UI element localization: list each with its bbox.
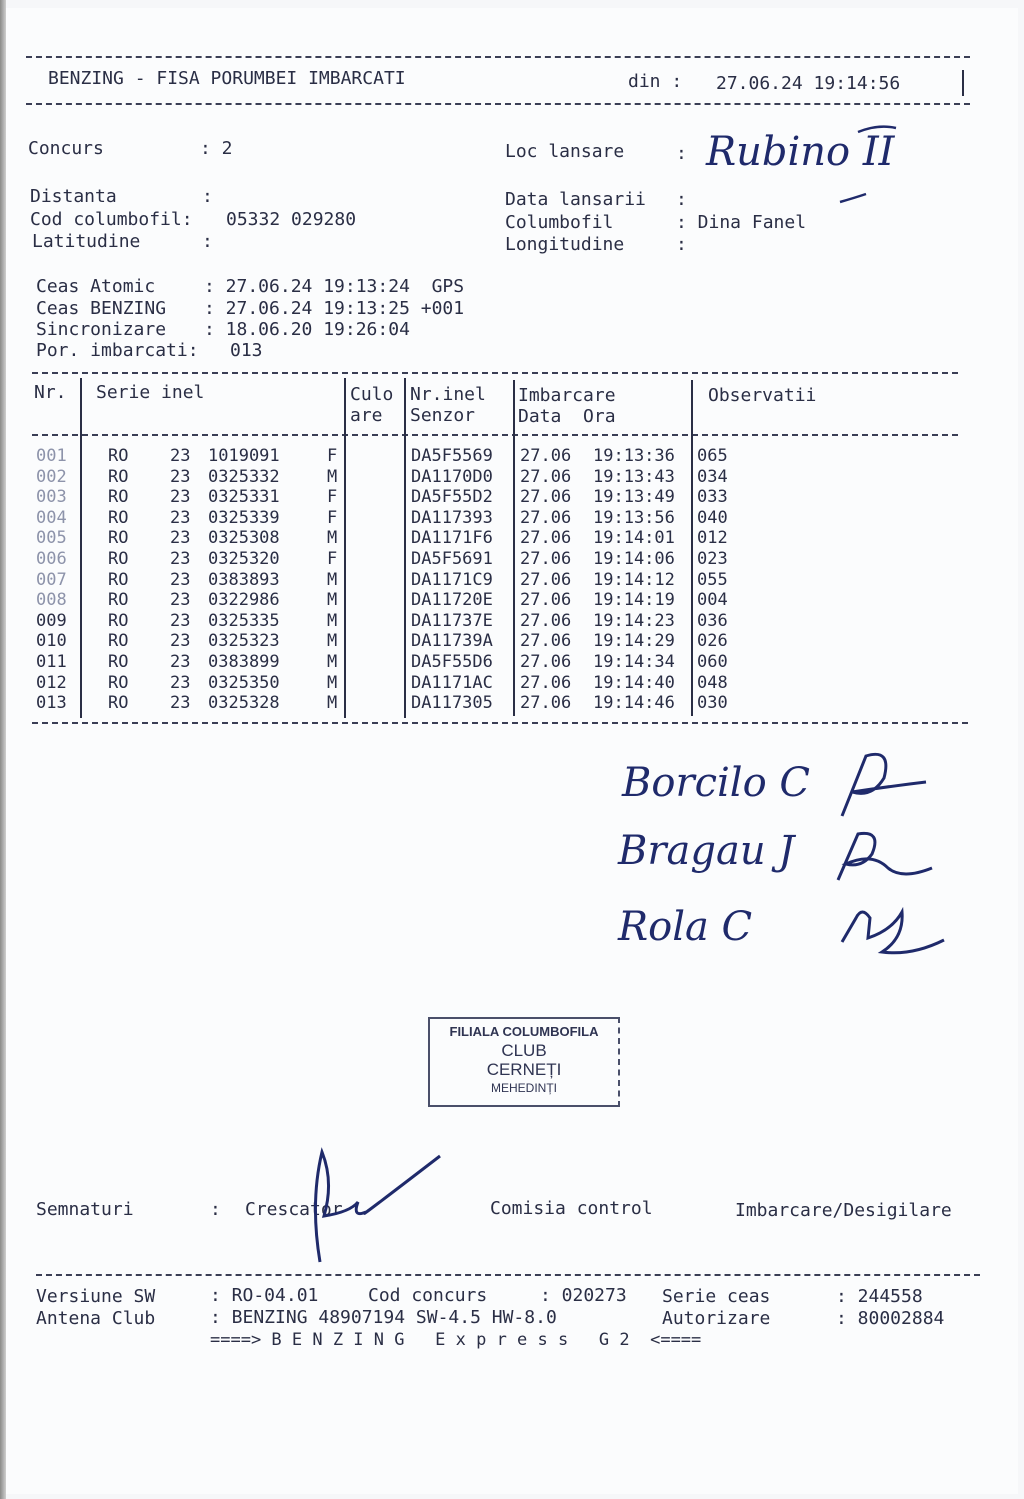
cod-columbofil-label: Cod columbofil:: [30, 209, 193, 230]
row-sensor: DA1170D0: [411, 466, 493, 487]
handwritten-name-2: Bragau J: [618, 828, 795, 874]
loc-lansare-handwritten: Rubino II: [706, 129, 895, 175]
row-sensor: DA1171C9: [411, 569, 493, 590]
row-sensor: DA1171F6: [411, 528, 493, 549]
autorizare-label: Autorizare: [662, 1308, 771, 1329]
row-obs: 034: [697, 466, 728, 487]
row-sex: M: [327, 631, 338, 652]
row-date: 27.06: [520, 569, 572, 590]
row-sex: M: [327, 569, 338, 590]
row-year: 23: [170, 507, 191, 528]
serie-ceas-label: Serie ceas: [662, 1286, 771, 1307]
row-country: RO: [108, 507, 129, 528]
data-lansarii-label: Data lansarii: [505, 189, 646, 210]
row-sensor: DA5F5569: [411, 446, 493, 466]
table-header-separator: [32, 434, 958, 436]
row-time: 19:14:23: [593, 610, 675, 631]
row-country: RO: [108, 610, 129, 631]
row-nr: 012: [36, 672, 67, 693]
row-time: 19:14:29: [593, 631, 675, 652]
crescator-label: Crescator: [245, 1199, 343, 1220]
cod-columbofil-value: 05332 029280: [226, 209, 357, 230]
row-time: 19:14:40: [593, 672, 675, 693]
row-sensor: DA117393: [411, 507, 493, 528]
row-date: 27.06: [520, 652, 572, 672]
row-sensor: DA5F55D6: [411, 652, 493, 672]
data-lansarii-value: :: [676, 189, 687, 210]
handwritten-name-3: Rola C: [618, 904, 753, 950]
row-ring: 0325328: [208, 693, 280, 714]
row-time: 19:13:49: [593, 487, 675, 508]
row-year: 23: [170, 569, 191, 590]
row-nr: 010: [36, 631, 67, 652]
header-nr: Nr.: [34, 382, 67, 403]
row-nr: 008: [36, 590, 67, 611]
table-row: [0, 508, 1000, 528]
row-sex: M: [327, 590, 338, 611]
row-country: RO: [108, 446, 129, 466]
row-ring: 0325331: [208, 487, 280, 508]
row-date: 27.06: [520, 487, 572, 508]
row-year: 23: [170, 672, 191, 693]
antena-club-value: : BENZING 48907194 SW-4.5 HW-8.0: [210, 1307, 557, 1328]
table-row: [0, 467, 1000, 487]
row-nr: 013: [36, 693, 67, 714]
row-sensor: DA5F55D2: [411, 487, 493, 508]
row-time: 19:14:12: [593, 569, 675, 590]
sincronizare-value: : 18.06.20 19:26:04: [204, 319, 410, 340]
header-nrinel-2: Senzor: [410, 405, 476, 426]
row-sensor: DA117305: [411, 693, 493, 714]
table-body: [0, 446, 1000, 716]
stamp-line-1: FILIALA COLUMBOFILA: [449, 1024, 599, 1039]
table-row: [0, 611, 1000, 631]
row-date: 27.06: [520, 446, 572, 466]
ceas-benzing-value: : 27.06.24 19:13:25 +001: [204, 298, 465, 319]
row-sex: M: [327, 693, 338, 714]
loc-lansare-colon: :: [676, 143, 687, 164]
cod-concurs-label: Cod concurs: [368, 1285, 488, 1306]
row-time: 19:13:56: [593, 507, 675, 528]
concurs-value: : 2: [200, 138, 233, 159]
row-ring: 0325332: [208, 466, 280, 487]
serie-ceas-value: : 244558: [836, 1286, 923, 1307]
row-time: 19:14:46: [593, 693, 675, 714]
row-country: RO: [108, 590, 129, 611]
row-ring: 0325323: [208, 631, 280, 652]
table-row: [0, 673, 1000, 693]
row-time: 19:14:01: [593, 528, 675, 549]
row-sex: F: [327, 549, 338, 569]
row-time: 19:13:43: [593, 466, 675, 487]
table-row: [0, 570, 1000, 590]
row-obs: 023: [697, 549, 728, 569]
stamp-line-2: CLUB: [501, 1041, 547, 1060]
longitudine-label: Longitudine: [505, 234, 625, 255]
longitudine-value: :: [676, 234, 687, 255]
row-sex: M: [327, 672, 338, 693]
header-observatii: Observatii: [708, 385, 817, 406]
row-sensor: DA5F5691: [411, 549, 493, 569]
header-serie-inel: Serie inel: [96, 382, 205, 403]
por-imbarcati-label: Por. imbarcati:: [36, 340, 199, 361]
row-obs: 004: [697, 590, 728, 611]
row-year: 23: [170, 466, 191, 487]
row-year: 23: [170, 446, 191, 466]
versiune-label: Versiune SW: [36, 1286, 156, 1307]
row-country: RO: [108, 466, 129, 487]
row-obs: 033: [697, 487, 728, 508]
latitudine-value: :: [202, 231, 213, 252]
row-country: RO: [108, 652, 129, 672]
row-obs: 030: [697, 693, 728, 714]
row-year: 23: [170, 590, 191, 611]
imbarcare-desigilare-label: Imbarcare/Desigilare: [735, 1200, 952, 1221]
crescator-signature: [290, 1142, 450, 1272]
row-date: 27.06: [520, 631, 572, 652]
row-country: RO: [108, 631, 129, 652]
header-top-border: [26, 56, 970, 58]
row-ring: 0325335: [208, 610, 280, 631]
date-value: 27.06.24 19:14:56: [716, 73, 901, 94]
row-ring: 0325339: [208, 507, 280, 528]
row-year: 23: [170, 652, 191, 672]
row-obs: 012: [697, 528, 728, 549]
row-country: RO: [108, 549, 129, 569]
header-bottom-border: [26, 103, 970, 105]
row-ring: 0325308: [208, 528, 280, 549]
row-nr: 002: [36, 466, 67, 487]
row-country: RO: [108, 693, 129, 714]
autorizare-value: : 80002884: [836, 1308, 945, 1329]
row-nr: 001: [36, 446, 67, 466]
row-time: 19:13:36: [593, 446, 675, 466]
row-year: 23: [170, 487, 191, 508]
versiune-value: : RO-04.01: [210, 1285, 319, 1306]
row-obs: 065: [697, 446, 728, 466]
sincronizare-label: Sincronizare: [36, 319, 167, 340]
row-nr: 004: [36, 507, 67, 528]
ceas-atomic-value: : 27.06.24 19:13:24 GPS: [204, 276, 465, 297]
table-row: [0, 631, 1000, 651]
columbofil-label: Columbofil: [505, 212, 614, 233]
comisia-control-label: Comisia control: [490, 1198, 653, 1219]
row-nr: 003: [36, 487, 67, 508]
row-time: 19:14:06: [593, 549, 675, 569]
row-obs: 055: [697, 569, 728, 590]
row-time: 19:14:34: [593, 652, 675, 672]
ceas-benzing-label: Ceas BENZING: [36, 298, 167, 319]
row-obs: 026: [697, 631, 728, 652]
semnaturi-label: Semnaturi: [36, 1199, 134, 1220]
row-sensor: DA1171AC: [411, 672, 493, 693]
row-nr: 007: [36, 569, 67, 590]
row-country: RO: [108, 528, 129, 549]
row-country: RO: [108, 487, 129, 508]
concurs-label: Concurs: [28, 138, 104, 159]
row-obs: 040: [697, 507, 728, 528]
row-nr: 011: [36, 652, 67, 672]
row-sensor: DA11720E: [411, 590, 493, 611]
club-stamp: [428, 1017, 620, 1107]
stamp-line-4: MEHEDINȚI: [491, 1081, 557, 1095]
row-ring: 0383899: [208, 652, 280, 672]
row-time: 19:14:19: [593, 590, 675, 611]
row-date: 27.06: [520, 466, 572, 487]
row-sensor: DA11737E: [411, 610, 493, 631]
row-date: 27.06: [520, 528, 572, 549]
header-culoare-2: are: [350, 405, 383, 426]
table-row: [0, 528, 1000, 548]
loc-lansare-label: Loc lansare: [505, 141, 625, 162]
row-nr: 005: [36, 528, 67, 549]
row-ring: 1019091: [208, 446, 280, 466]
row-ring: 0322986: [208, 590, 280, 611]
row-sex: F: [327, 446, 338, 466]
distanta-label: Distanta: [30, 186, 117, 207]
header-nrinel-1: Nr.inel: [410, 384, 486, 405]
table-row: [0, 652, 1000, 672]
table-row: [0, 487, 1000, 507]
row-sex: F: [327, 507, 338, 528]
row-year: 23: [170, 610, 191, 631]
row-sex: M: [327, 652, 338, 672]
row-ring: 0325350: [208, 672, 280, 693]
benzing-banner: ====> B E N Z I N G E x p r e s s G 2 <====: [210, 1330, 702, 1350]
row-date: 27.06: [520, 549, 572, 569]
row-year: 23: [170, 549, 191, 569]
row-sex: M: [327, 466, 338, 487]
row-obs: 036: [697, 610, 728, 631]
stamp-line-3: CERNEȚI: [486, 1060, 562, 1079]
por-imbarcati-value: 013: [230, 340, 263, 361]
row-country: RO: [108, 672, 129, 693]
semnaturi-colon: :: [210, 1199, 221, 1220]
row-obs: 048: [697, 672, 728, 693]
row-nr: 006: [36, 549, 67, 569]
row-date: 27.06: [520, 672, 572, 693]
handwritten-initials: [832, 742, 952, 972]
cod-concurs-value: : 020273: [540, 1285, 627, 1306]
row-sex: M: [327, 610, 338, 631]
antena-club-label: Antena Club: [36, 1308, 156, 1329]
row-year: 23: [170, 631, 191, 652]
header-right-border: [962, 70, 964, 96]
row-sensor: DA11739A: [411, 631, 493, 652]
row-obs: 060: [697, 652, 728, 672]
handwritten-name-1: Borcilo C: [622, 760, 810, 806]
latitudine-label: Latitudine: [32, 231, 141, 252]
ceas-atomic-label: Ceas Atomic: [36, 276, 156, 297]
document-title: BENZING - FISA PORUMBEI IMBARCATI: [48, 68, 406, 89]
table-row: [0, 446, 1000, 466]
footer-top-border: [36, 1274, 980, 1276]
row-date: 27.06: [520, 693, 572, 714]
table-bottom-border: [32, 722, 968, 724]
row-date: 27.06: [520, 507, 572, 528]
header-imbarcare-2: Data Ora: [518, 406, 616, 427]
row-sex: F: [327, 487, 338, 508]
columbofil-value: : Dina Fanel: [676, 212, 807, 233]
row-nr: 009: [36, 610, 67, 631]
table-top-border: [32, 372, 958, 374]
table-row: [0, 693, 1000, 713]
loc-lansare-strokes: [830, 118, 900, 208]
distanta-value: :: [202, 186, 213, 207]
row-country: RO: [108, 569, 129, 590]
header-imbarcare-1: Imbarcare: [518, 385, 616, 406]
table-row: [0, 590, 1000, 610]
row-sex: M: [327, 528, 338, 549]
row-ring: 0383893: [208, 569, 280, 590]
date-label: din :: [628, 71, 683, 92]
row-date: 27.06: [520, 610, 572, 631]
header-culoare-1: Culo: [350, 384, 394, 405]
row-date: 27.06: [520, 590, 572, 611]
row-year: 23: [170, 693, 191, 714]
row-year: 23: [170, 528, 191, 549]
row-ring: 0325320: [208, 549, 280, 569]
table-row: [0, 549, 1000, 569]
